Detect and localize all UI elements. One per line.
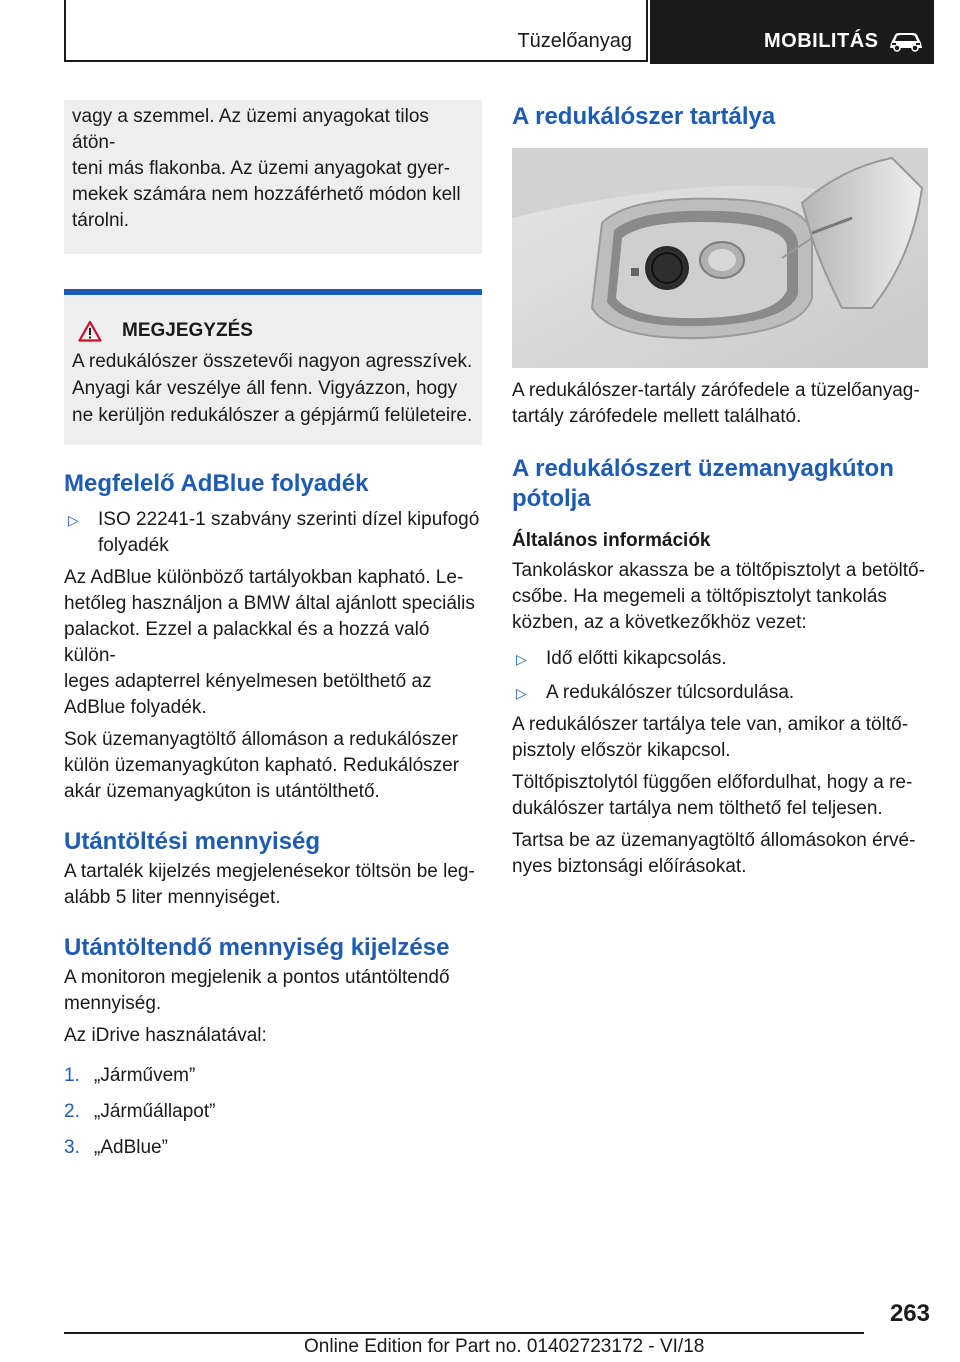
text-line: A monitoron megjelenik a pontos utántöltendő <box>64 967 450 988</box>
section-heading: Utántöltési mennyiség <box>64 828 321 855</box>
text-line: tartály zárófedele mellett található. <box>512 406 802 427</box>
step-text: „Járművem” <box>94 1065 196 1086</box>
note-line: Anyagi kár veszélye áll fenn. Vigyázzon, hogy <box>72 378 458 399</box>
paragraph <box>64 727 482 805</box>
text-line: Sok üzemanyagtöltő állomáson a redukálószer <box>64 729 458 750</box>
paragraph <box>64 859 482 911</box>
paragraph <box>512 712 930 764</box>
paragraph <box>64 965 482 1017</box>
triangle-bullet-icon: ▷ <box>68 512 79 528</box>
text-line: Az AdBlue különböző tartályokban kapható. Le- <box>64 567 464 588</box>
section-tab <box>650 0 934 64</box>
tank-cap-illustration <box>512 148 928 368</box>
step-text: „Járműállapot” <box>94 1101 216 1122</box>
section-heading: A redukálószer tartálya <box>512 103 776 130</box>
text-line: A redukálószer tartálya tele van, amikor a töltő- <box>512 714 909 735</box>
text-line: csőbe. Ha megemeli a töltőpisztolyt tankolás <box>512 586 887 607</box>
chapter-tab <box>64 0 648 62</box>
step-number: 2. <box>64 1101 80 1122</box>
subheading: Általános információk <box>512 530 711 551</box>
paragraph <box>512 770 930 822</box>
step-number: 3. <box>64 1137 80 1158</box>
car-icon <box>888 30 924 52</box>
section-heading: Utántöltendő mennyiség kijelzése <box>64 934 450 961</box>
list-item <box>64 1063 482 1089</box>
left-column <box>64 100 482 1161</box>
text-line: akár üzemanyagkúton is utántölthető. <box>64 781 380 802</box>
triangle-bullet-icon: ▷ <box>516 685 527 701</box>
numbered-list <box>64 1063 482 1161</box>
section-heading: pótolja <box>512 485 591 512</box>
page-header <box>0 0 960 66</box>
text-line: A redukálószer-tartály zárófedele a tüzelőanyag- <box>512 380 920 401</box>
bullet-text: A redukálószer túlcsordulása. <box>546 682 795 703</box>
note-line: ne kerüljön redukálószer a gépjármű felületeire. <box>72 405 473 426</box>
text-line: A tartalék kijelzés megjelenésekor töltsön be leg- <box>64 861 475 882</box>
bullet-text: Idő előtti kikapcsolás. <box>546 648 727 669</box>
text-line: dukálószer tartálya nem tölthető fel teljesen. <box>512 798 883 819</box>
page-number: 263 <box>889 1300 930 1327</box>
text-line: Töltőpisztolytól függően előfordulhat, hogy a re- <box>512 772 913 793</box>
box-line: vagy a szemmel. Az üzemi anyagokat tilos átön- <box>72 106 429 153</box>
text-line: hetőleg használjon a BMW által ajánlott speciális <box>64 593 475 614</box>
section-heading: Megfelelő AdBlue folyadék <box>64 470 369 497</box>
edition-text: Online Edition for Part no. 01402723172 - VI/18 <box>304 1336 705 1357</box>
tank-cap-figure <box>512 148 928 368</box>
text-line: Az iDrive használatával: <box>64 1025 267 1046</box>
note-box <box>64 289 482 445</box>
bullet-line: folyadék <box>98 535 169 556</box>
figure-caption <box>512 378 930 430</box>
right-column <box>512 100 930 880</box>
paragraph <box>64 565 482 721</box>
footer-divider <box>64 1332 864 1334</box>
step-text: „AdBlue” <box>94 1137 168 1158</box>
note-title: MEGJEGYZÉS <box>122 320 253 341</box>
paragraph <box>512 558 930 636</box>
section-title: MOBILITÁS <box>764 30 879 52</box>
page-footer <box>64 1290 930 1360</box>
section-heading-block <box>512 454 930 514</box>
note-line: A redukálószer összetevői nagyon agresszívek. <box>72 351 473 372</box>
list-item <box>512 646 930 672</box>
paragraph <box>512 828 930 880</box>
step-number: 1. <box>64 1065 80 1086</box>
list-item <box>64 1135 482 1161</box>
list-item <box>64 507 482 559</box>
section-heading: A redukálószert üzemanyagkúton <box>512 455 894 482</box>
box-line: mekek számára nem hozzáférhető módon kell <box>72 184 461 205</box>
text-line: palackot. Ezzel a palackkal és a hozzá való külön- <box>64 619 430 666</box>
note-title-row <box>78 317 474 344</box>
box-line: teni más flakonba. Az üzemi anyagokat gyer- <box>72 158 451 179</box>
info-box <box>64 100 482 254</box>
text-line: leges adapterrel kényelmesen betölthető az <box>64 671 432 692</box>
chapter-title: Tüzelőanyag <box>517 30 632 52</box>
list-item <box>64 1099 482 1125</box>
text-line: nyes biztonsági előírásokat. <box>512 856 747 877</box>
triangle-bullet-icon: ▷ <box>516 651 527 667</box>
list-item <box>512 680 930 706</box>
bullet-line: ISO 22241-1 szabvány szerinti dízel kipufogó <box>98 509 480 530</box>
text-line: Tankoláskor akassza be a töltőpisztolyt a betöltő- <box>512 560 925 581</box>
text-line: pisztoly először kikapcsol. <box>512 740 731 761</box>
text-line: mennyiség. <box>64 993 162 1014</box>
text-line: AdBlue folyadék. <box>64 697 207 718</box>
text-line: közben, az a következőkhöz vezet: <box>512 612 807 633</box>
warning-icon <box>78 320 102 342</box>
text-line: külön üzemanyagkúton kapható. Redukálószer <box>64 755 460 776</box>
box-line: tárolni. <box>72 210 130 231</box>
text-line: Tartsa be az üzemanyagtöltő állomásokon érvé- <box>512 830 916 851</box>
text-line: alább 5 liter mennyiséget. <box>64 887 281 908</box>
